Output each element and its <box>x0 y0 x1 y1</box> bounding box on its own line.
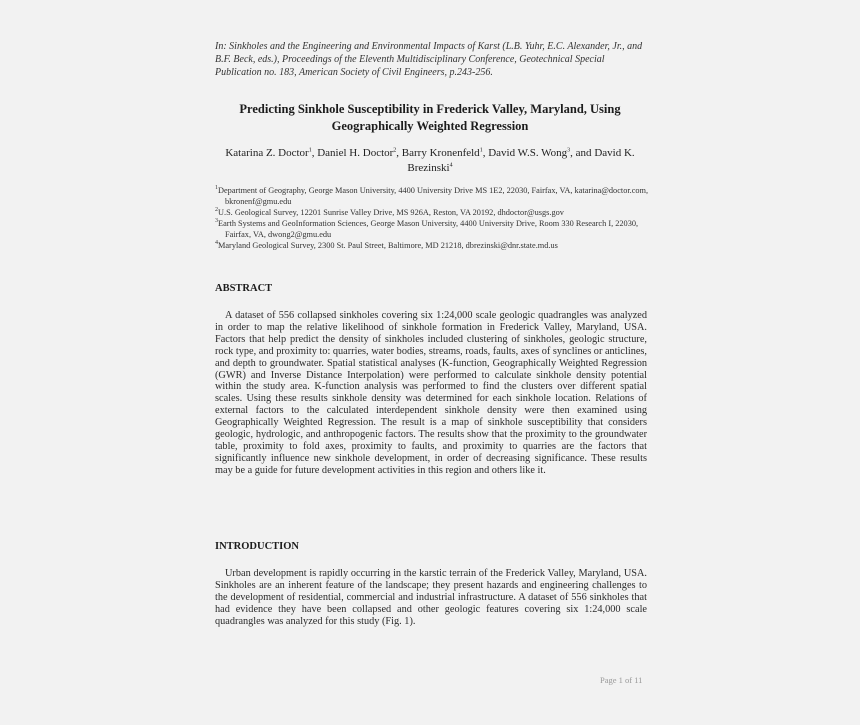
author-name: David W.S. Wong <box>488 147 568 159</box>
author-affiliation-marker: 3 <box>567 147 571 154</box>
author-affiliation-marker: 2 <box>393 147 397 154</box>
affiliation-item <box>215 218 655 240</box>
author-affiliation-marker: 1 <box>479 147 483 154</box>
introduction-heading: INTRODUCTION <box>215 541 300 552</box>
affiliation-item <box>215 207 655 218</box>
author-name: Daniel H. Doctor <box>317 147 394 159</box>
affiliation-text: U.S. Geological Survey, 12201 Sunrise Valley Drive, MS 926A, Reston, VA 20192, dhdoctor@usgs.gov <box>218 208 564 217</box>
affiliation-text: Maryland Geological Survey, 2300 St. Paul Street, Baltimore, MD 21218, dbrezinski@dnr.state.md.us <box>218 241 558 250</box>
page-number: Page 1 of 11 <box>600 675 643 685</box>
author-name: Barry Kronenfeld <box>401 147 480 159</box>
affiliation-list <box>215 185 655 251</box>
affiliation-number: 2 <box>215 207 218 214</box>
affiliation-number: 3 <box>215 218 218 225</box>
abstract-text: A dataset of 556 collapsed sinkholes covering six 1:24,000 scale geologic quadrangles was analyzed in order to map the relative likelihood of sinkhole formation in Frederick Valley, Maryland, USA. Factors that help predict the density of sinkholes included clustering of sinkholes, geologic structure, rock type, and proximity to: quarries, water bodies, streams, roads, faults, axes of synclines or anticlines, and depth to groundwater. Spatial statistical analyses (K-function, Geographically Weighted Regression (GWR) and Inverse Distance Interpolation) were performed to calculate sinkhole density potential within the study area. K-function analysis was performed to find the clusters over different spatial scales. Using these results sinkhole density was determined for each sinkhole location. Relations of external factors to the calculated interdependent sinkhole density were then examined using Geographically Weighted Regression. The result is a map of sinkhole susceptibility that considers geologic, hydrologic, and anthropogenic factors. The results show that the proximity to the groundwater table, proximity to fold axes, proximity to faults, and proximity to quarries are the factors that significantly influence new sinkhole development, in order of decreasing significance. These results may be a guide for future development activities in this region and others like it. <box>215 310 647 476</box>
citation-header: In: Sinkholes and the Engineering and Environmental Impacts of Karst (L.B. Yuhr, E.C. Alexander, Jr., and B.F. Beck, eds.), Proceedings of the Eleventh Multidisciplinary Conference, Geotechnical Special Publication no. 183, American Society of Civil Engineers, p.243-256. <box>215 41 643 78</box>
author-affiliation-marker: 1 <box>308 147 312 154</box>
affiliation-number: 1 <box>215 185 218 192</box>
affiliation-number: 4 <box>215 240 218 247</box>
affiliation-text: Department of Geography, George Mason University, 4400 University Drive MS 1E2, 22030, Fairfax, VA, katarina@doctor.com, bkronenf@gmu.edu <box>218 186 649 206</box>
affiliation-item <box>215 240 655 251</box>
paper-title: Predicting Sinkhole Susceptibility in Frederick Valley, Maryland, Using Geographically Weighted Regression <box>239 102 621 133</box>
author-name: Katarina Z. Doctor <box>225 147 309 159</box>
author-list: Katarina Z. Doctor$^1$, Daniel H. Doctor$^2$, Barry Kronenfeld$^1$, David W.S. Wong$^3$, and David K. Brezinski$^4$ <box>225 147 635 174</box>
introduction-text: Urban development is rapidly occurring in the karstic terrain of the Frederick Valley, Maryland, USA. Sinkholes are an inherent feature of the landscape; they present hazards and engineering challenges to the development of residential, commercial and industrial infrastructure. A dataset of 556 sinkholes that had evidence they have been collapsed and other geologic features covering six 1:24,000 scale quadrangles was analyzed for this study (Fig. 1). <box>215 568 647 627</box>
author-name: David K. Brezinski <box>407 147 635 174</box>
author-affiliation-marker: 4 <box>449 161 453 168</box>
abstract-heading: ABSTRACT <box>215 283 273 294</box>
affiliation-item <box>215 185 655 207</box>
affiliation-text: Earth Systems and GeoInformation Sciences, George Mason University, 4400 University Drive, Room 330 Research I, 22030, Fairfax, VA, dwong2@gmu.edu <box>218 219 639 239</box>
